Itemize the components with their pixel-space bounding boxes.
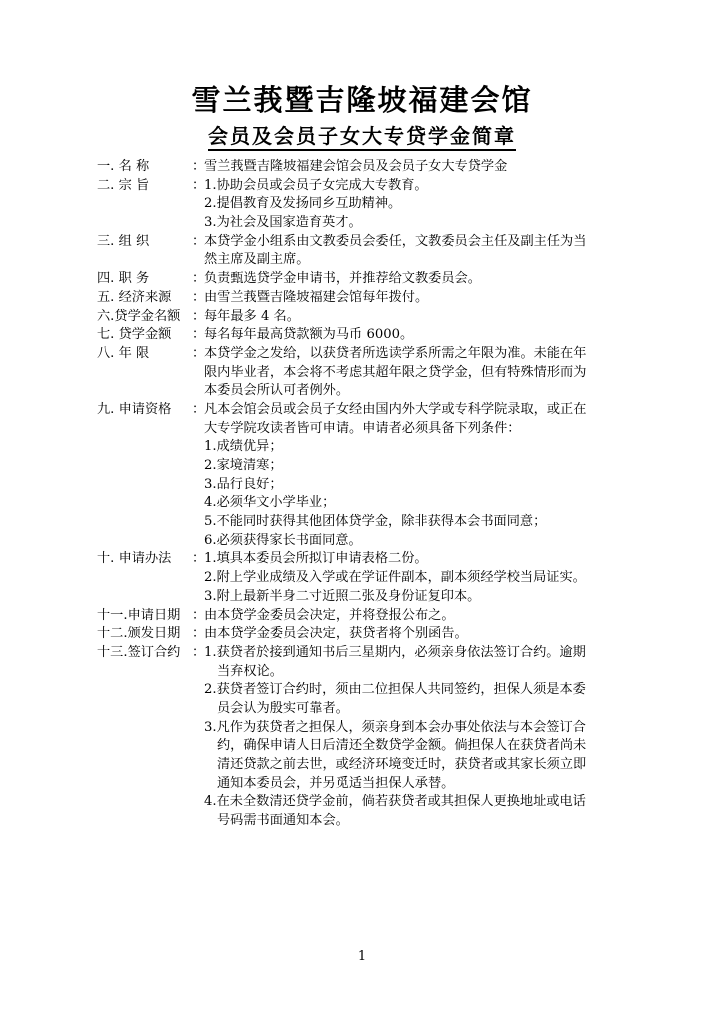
list-item: 2.提倡教育及发扬同乡互助精神。 (204, 196, 402, 212)
list-item: 1.获贷者於接到通知书后三星期内，必须亲身依法签订合约。逾期 (204, 644, 586, 660)
list-item: 6.必须获得家长书面同意。 (204, 532, 362, 548)
section-application-method (0, 550, 724, 569)
colon: ： (192, 233, 206, 249)
list-item-cont: 通知本委员会，并另觅适当担保人承替。 (217, 775, 455, 791)
section-label: 十. 申请办法 (97, 551, 172, 567)
list-item: 1.成绩优异； (204, 439, 283, 455)
colon: ： (192, 327, 206, 343)
section-text: 每名每年最高贷款额为马币 6000。 (204, 327, 414, 343)
section-label: 七. 贷学金额 (97, 327, 172, 343)
section-label: 九. 申请资格 (97, 401, 172, 417)
section-purpose (0, 177, 724, 196)
section-duration (0, 345, 724, 364)
colon: ： (192, 607, 206, 623)
section-text-cont: 限内毕业者，本会将不考虑其超年限之贷学金，但有特殊情形而为 (204, 364, 587, 380)
section-label: 一. 名 称 (97, 159, 150, 174)
colon: ： (192, 644, 206, 660)
list-item-cont: 员会认为殷实可靠者。 (217, 700, 349, 716)
section-label: 五. 经济来源 (97, 289, 172, 305)
section-organization (0, 233, 724, 252)
list-item-cont: 当弃权论。 (217, 663, 283, 679)
list-item: 2.家境清寒； (204, 458, 283, 473)
section-text: 由本贷学金委员会决定，获贷者将个别函告。 (204, 626, 468, 642)
colon: ： (192, 626, 206, 642)
section-text: 负责甄选贷学金申请书，并推荐给文教委员会。 (204, 271, 481, 287)
section-label: 二. 宗 旨 (97, 177, 150, 193)
section-duties (0, 270, 724, 289)
list-item: 5.不能同时获得其他团体贷学金，除非获得本会书面同意； (204, 514, 547, 530)
section-text: 本贷学金之发给，以获贷者所选读学系所需之年限为准。未能在年 (204, 345, 587, 361)
section-text: 由雪兰莪暨吉隆坡福建会馆每年拨付。 (204, 289, 429, 305)
page-number: 1 (357, 949, 367, 964)
document-subtitle (0, 120, 724, 149)
section-contract (0, 644, 724, 663)
section-text-cont: 本委员会所认可者例外。 (204, 383, 350, 399)
section-label: 八. 年 限 (97, 345, 150, 361)
section-text: 由本贷学金委员会决定，并将登报公布之。 (204, 607, 455, 623)
list-item-cont: 号码需书面通知本会。 (217, 813, 349, 829)
list-item: 2.附上学业成绩及入学或在学证件副本，副本须经学校当局证实。 (204, 570, 586, 586)
colon: ： (192, 177, 206, 193)
list-item: 1.填具本委员会所拟订申请表格二份。 (204, 551, 428, 567)
list-item: 4.在未全数清还贷学金前，倘若获贷者或其担保人更换地址或电话 (204, 794, 586, 810)
section-funding (0, 289, 724, 308)
section-label: 十二.颁发日期 (97, 626, 181, 642)
section-text: 每年最多 4 名。 (204, 308, 300, 324)
section-text: 雪兰莪暨吉隆坡福建会馆会员及会员子女大专贷学金 (204, 159, 508, 174)
section-text-cont: 大专学院攻读者皆可申请。申请者必须具备下列条件： (204, 420, 521, 436)
section-label: 四. 职 务 (97, 271, 150, 287)
colon: ： (192, 289, 206, 305)
list-item-cont: 清还贷款之前去世，或经济环境变迁时，获贷者或其家长须立即 (217, 757, 587, 772)
colon: ： (192, 345, 206, 361)
section-application-date (0, 607, 724, 626)
colon: ： (192, 308, 206, 324)
section-quota (0, 308, 724, 327)
section-label: 十三.签订合约 (97, 644, 181, 660)
list-item: 3.品行良好； (204, 476, 283, 492)
list-item-cont: 约，确保申请人日后清还全数贷学金额。倘担保人在获贷者尚未 (217, 738, 587, 754)
regulations-body (0, 158, 724, 831)
colon: ： (192, 551, 206, 567)
section-text: 凡本会馆会员或会员子女经由国内外大学或专科学院录取，或正在 (204, 401, 587, 417)
list-item: 3.为社会及国家造育英才。 (204, 215, 362, 231)
section-label: 三. 组 织 (97, 233, 150, 249)
list-item: 3.凡作为获贷者之担保人，须亲身到本会办事处依法与本会签订合 (204, 719, 586, 735)
section-award-date (0, 625, 724, 644)
section-amount (0, 326, 724, 345)
list-item: 3.附上最新半身二寸近照二张及身份证复印本。 (204, 588, 481, 604)
colon: ： (192, 159, 206, 174)
document-title: 雪兰莪暨吉隆坡福建会馆 (191, 83, 533, 117)
list-item: 1.协助会员或会员子女完成大专教育。 (204, 177, 428, 193)
section-name (0, 158, 724, 177)
document-subtitle-text: 会员及会员子女大专贷学金简章 (208, 124, 516, 148)
list-item: 2.获贷者签订合约时，须由二位担保人共同签约，担保人须是本委 (204, 682, 586, 698)
list-item: 4.必须华文小学毕业； (204, 495, 336, 511)
colon: ： (192, 401, 206, 417)
section-text: 本贷学金小组系由文教委员会委任，文教委员会主任及副主任为当 (204, 233, 587, 249)
section-eligibility (0, 401, 724, 420)
section-label: 六.贷学金名额 (97, 308, 181, 324)
colon: ： (192, 271, 206, 287)
section-label: 十一.申请日期 (97, 607, 181, 623)
section-text-cont: 然主席及副主席。 (204, 252, 310, 268)
